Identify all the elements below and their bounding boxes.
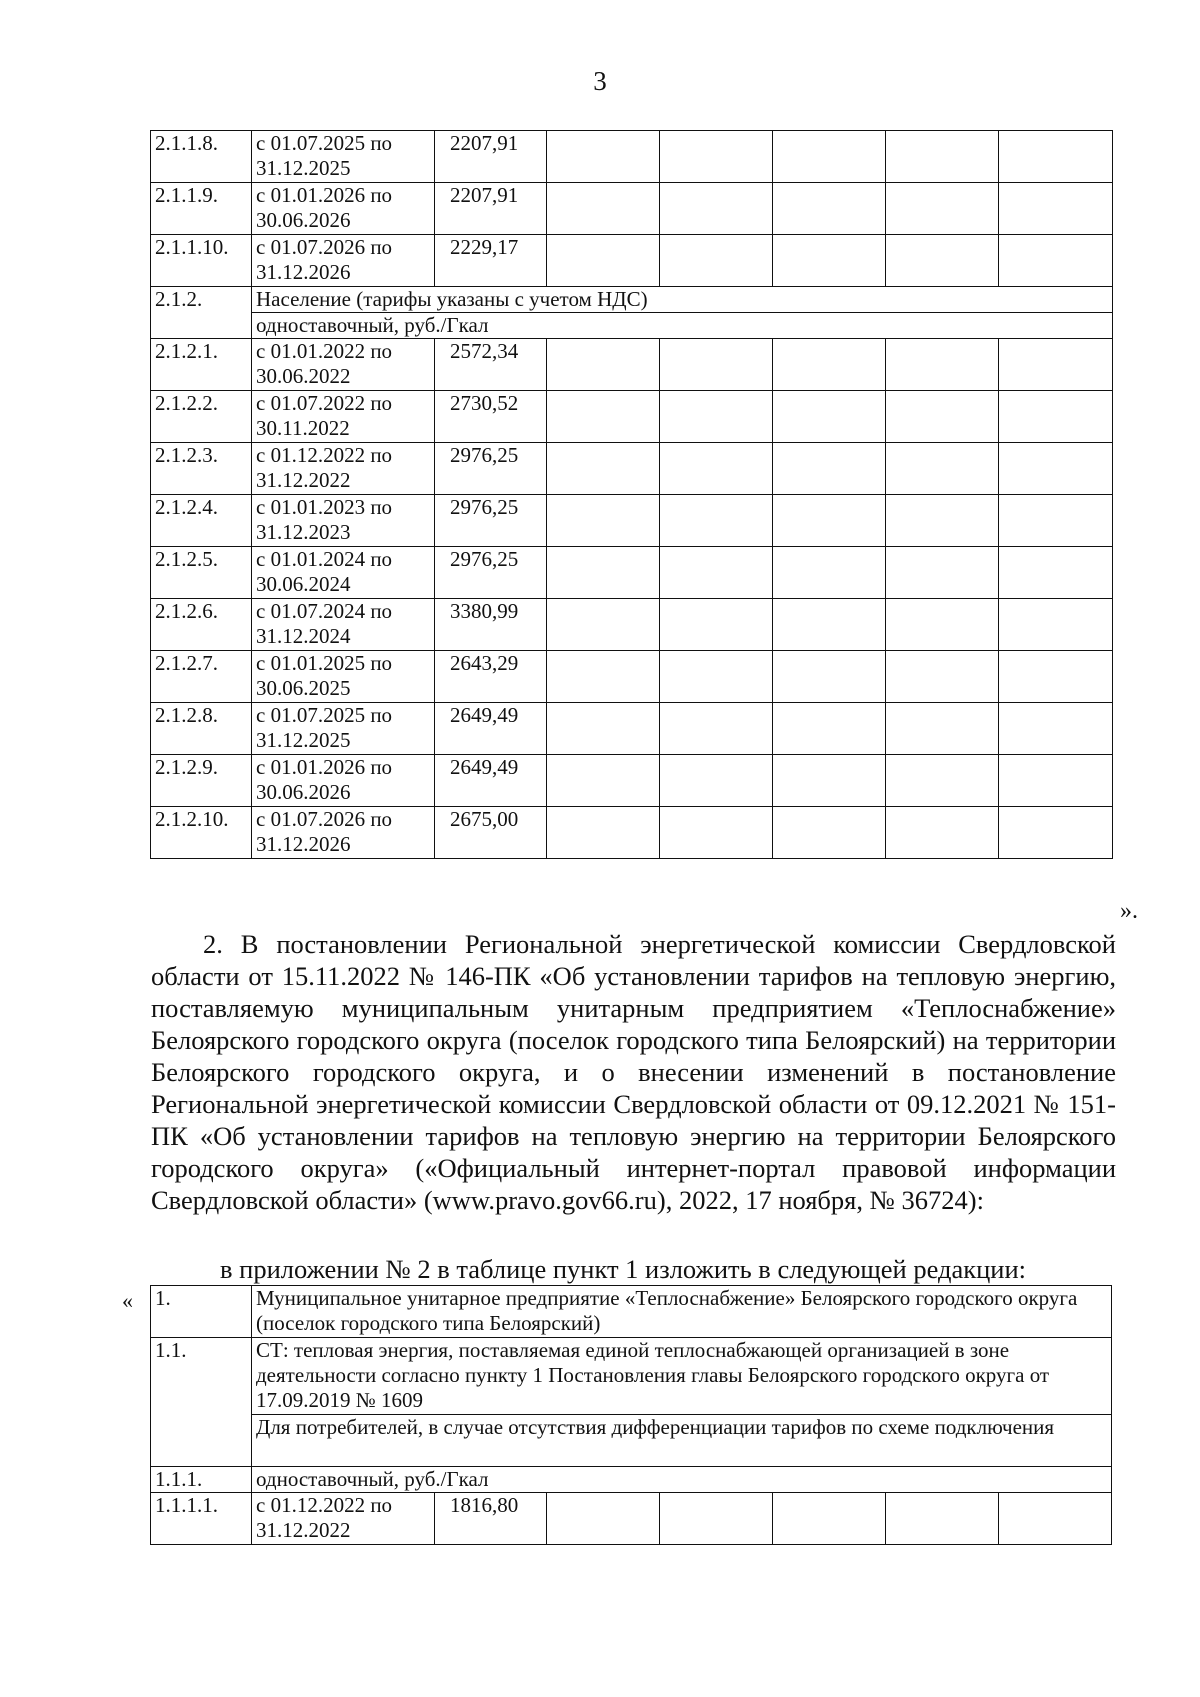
empty-cell	[773, 1493, 886, 1545]
empty-cell	[547, 183, 660, 235]
period-start: с 01.07.2024 по	[256, 599, 393, 623]
empty-cell	[999, 547, 1113, 599]
empty-cell	[773, 235, 886, 287]
empty-cell	[773, 703, 886, 755]
table-row	[151, 1467, 1112, 1493]
empty-cell	[660, 703, 773, 755]
period-cell	[252, 183, 435, 235]
tariff-value: 1816,80	[435, 1493, 547, 1545]
empty-cell	[660, 131, 773, 183]
empty-cell	[886, 755, 999, 807]
empty-cell	[547, 547, 660, 599]
empty-cell	[547, 1493, 660, 1545]
empty-cell	[999, 703, 1113, 755]
row-number: 1.1.1.1.	[151, 1493, 252, 1545]
tariff-kind: одноставочный, руб./Гкал	[252, 1467, 1112, 1493]
row-number: 2.1.2.9.	[151, 755, 252, 807]
row-number: 2.1.1.10.	[151, 235, 252, 287]
empty-cell	[547, 807, 660, 859]
table-row	[151, 443, 1113, 495]
tariff-value: 3380,99	[435, 599, 547, 651]
empty-cell	[886, 391, 999, 443]
period-end: 30.06.2022	[256, 364, 351, 388]
empty-cell	[773, 443, 886, 495]
empty-cell	[999, 599, 1113, 651]
empty-cell	[660, 547, 773, 599]
empty-cell	[886, 651, 999, 703]
row-number: 2.1.2.8.	[151, 703, 252, 755]
table-row	[151, 391, 1113, 443]
empty-cell	[660, 1493, 773, 1545]
empty-cell	[999, 443, 1113, 495]
period-cell	[252, 547, 435, 599]
table-row	[151, 599, 1113, 651]
organization-name: Муниципальное унитарное предприятие «Теплоснабжение» Белоярского городского округа (поселок городского типа Белоярский)	[252, 1286, 1112, 1338]
period-cell	[252, 339, 435, 391]
tariff-value: 2207,91	[435, 183, 547, 235]
row-number: 2.1.2.6.	[151, 599, 252, 651]
period-start: с 01.07.2022 по	[256, 391, 393, 415]
period-cell	[252, 443, 435, 495]
section-title: Население (тарифы указаны с учетом НДС)	[252, 287, 1113, 313]
empty-cell	[999, 495, 1113, 547]
period-end: 31.12.2024	[256, 624, 351, 648]
period-end: 30.06.2024	[256, 572, 351, 596]
empty-cell	[773, 183, 886, 235]
table-row	[151, 495, 1113, 547]
table-row	[151, 235, 1113, 287]
table-row	[151, 1415, 1112, 1467]
row-number: 2.1.2.3.	[151, 443, 252, 495]
empty-cell	[660, 599, 773, 651]
period-cell	[252, 755, 435, 807]
period-start: с 01.01.2023 по	[256, 495, 393, 519]
row-number: 1.1.	[151, 1338, 252, 1467]
period-cell	[252, 235, 435, 287]
table-row	[151, 807, 1113, 859]
empty-cell	[999, 807, 1113, 859]
table-row	[151, 287, 1113, 313]
empty-cell	[660, 183, 773, 235]
empty-cell	[773, 651, 886, 703]
period-cell	[252, 131, 435, 183]
empty-cell	[547, 131, 660, 183]
row-number: 2.1.2.10.	[151, 807, 252, 859]
row-number: 2.1.2.5.	[151, 547, 252, 599]
empty-cell	[773, 755, 886, 807]
empty-cell	[547, 703, 660, 755]
period-end: 31.12.2025	[256, 156, 351, 180]
table-row	[151, 547, 1113, 599]
table-row	[151, 1338, 1112, 1415]
period-cell	[252, 807, 435, 859]
table-row	[151, 339, 1113, 391]
period-end: 31.12.2022	[256, 468, 351, 492]
tariff-table	[150, 130, 1113, 859]
consumer-group: Для потребителей, в случае отсутствия дифференциации тарифов по схеме подключения	[252, 1415, 1112, 1467]
period-start: с 01.01.2024 по	[256, 547, 393, 571]
empty-cell	[773, 807, 886, 859]
tariff-value: 2976,25	[435, 443, 547, 495]
opening-quote: «	[122, 1288, 133, 1313]
empty-cell	[773, 131, 886, 183]
amendment-instruction: в приложении № 2 в таблице пункт 1 изложить в следующей редакции:	[220, 1254, 1027, 1284]
row-number: 2.1.2.7.	[151, 651, 252, 703]
period-cell	[252, 703, 435, 755]
empty-cell	[886, 131, 999, 183]
period-cell	[252, 495, 435, 547]
period-start: с 01.01.2026 по	[256, 755, 393, 779]
empty-cell	[773, 599, 886, 651]
period-end: 30.06.2026	[256, 780, 351, 804]
empty-cell	[886, 703, 999, 755]
closing-quote: ».	[1120, 898, 1138, 924]
period-end: 30.06.2025	[256, 676, 351, 700]
empty-cell	[547, 599, 660, 651]
empty-cell	[660, 495, 773, 547]
empty-cell	[773, 339, 886, 391]
tariff-kind: одноставочный, руб./Гкал	[252, 313, 1113, 339]
period-start: с 01.01.2025 по	[256, 651, 393, 675]
empty-cell	[999, 391, 1113, 443]
empty-cell	[547, 235, 660, 287]
tariff-value: 2976,25	[435, 547, 547, 599]
empty-cell	[886, 547, 999, 599]
tariff-value: 2730,52	[435, 391, 547, 443]
amendment-paragraph-text: 2. В постановлении Региональной энергетической комиссии Свердловской области от 15.11.2022 № 146-ПК «Об установлении тарифов на тепловую энергию, поставляемую муниципальным унитарным предприятием «Теплоснабжение» Белоярского городского округа (поселок городского типа Белоярский) на территории Белоярского городского округа, и о внесении изменений в постановление Региональной энергетической комиссии Свердловской области от 09.12.2021 № 151-ПК «Об установлении тарифов на тепловую энергию на территории Белоярского городского округа» («Официальный интернет-портал правовой информации Свердловской области» (www.pravo.gov66.ru), 2022, 17 ноября, № 36724):	[151, 929, 1116, 1215]
empty-cell	[999, 235, 1113, 287]
empty-cell	[547, 755, 660, 807]
period-cell	[252, 651, 435, 703]
row-number: 1.	[151, 1286, 252, 1338]
empty-cell	[773, 495, 886, 547]
empty-cell	[660, 651, 773, 703]
period-start: с 01.12.2022 по	[256, 1493, 393, 1517]
empty-cell	[886, 183, 999, 235]
period-cell	[252, 1493, 435, 1545]
empty-cell	[547, 651, 660, 703]
period-end: 31.12.2023	[256, 520, 351, 544]
empty-cell	[660, 391, 773, 443]
empty-cell	[999, 339, 1113, 391]
tariff-value: 2207,91	[435, 131, 547, 183]
empty-cell	[773, 547, 886, 599]
period-start: с 01.07.2025 по	[256, 703, 393, 727]
table-row	[151, 651, 1113, 703]
row-number: 2.1.2.	[151, 287, 252, 339]
empty-cell	[773, 391, 886, 443]
period-end: 30.11.2022	[256, 416, 350, 440]
tariff-value: 2643,29	[435, 651, 547, 703]
empty-cell	[886, 599, 999, 651]
table-row	[151, 755, 1113, 807]
tariff-value: 2649,49	[435, 703, 547, 755]
period-start: с 01.07.2026 по	[256, 235, 393, 259]
tariff-value: 2649,49	[435, 755, 547, 807]
row-number: 2.1.1.8.	[151, 131, 252, 183]
empty-cell	[999, 755, 1113, 807]
replacement-table	[150, 1285, 1112, 1545]
period-end: 31.12.2026	[256, 832, 351, 856]
empty-cell	[886, 807, 999, 859]
empty-cell	[547, 443, 660, 495]
period-start: с 01.12.2022 по	[256, 443, 393, 467]
empty-cell	[660, 755, 773, 807]
empty-cell	[660, 807, 773, 859]
empty-cell	[886, 495, 999, 547]
row-number: 2.1.2.4.	[151, 495, 252, 547]
table-row	[151, 183, 1113, 235]
period-start: с 01.07.2026 по	[256, 807, 393, 831]
empty-cell	[999, 651, 1113, 703]
table-row	[151, 703, 1113, 755]
row-number: 2.1.1.9.	[151, 183, 252, 235]
empty-cell	[999, 1493, 1112, 1545]
empty-cell	[660, 443, 773, 495]
row-number: 2.1.2.2.	[151, 391, 252, 443]
period-start: с 01.01.2022 по	[256, 339, 393, 363]
table-row	[151, 1493, 1112, 1545]
tariff-value: 2976,25	[435, 495, 547, 547]
page-number: 3	[593, 66, 607, 96]
table-row	[151, 1286, 1112, 1338]
empty-cell	[660, 339, 773, 391]
table-row	[151, 131, 1113, 183]
period-end: 30.06.2026	[256, 208, 351, 232]
period-cell	[252, 391, 435, 443]
tariff-value: 2572,34	[435, 339, 547, 391]
tariff-type-description: СТ: тепловая энергия, поставляемая единой теплоснабжающей организацией в зоне деятельности согласно пункту 1 Постановления главы Белоярского городского округа от 17.09.2019 № 1609	[252, 1338, 1112, 1415]
empty-cell	[547, 391, 660, 443]
empty-cell	[886, 443, 999, 495]
period-cell	[252, 599, 435, 651]
empty-cell	[660, 235, 773, 287]
empty-cell	[886, 1493, 999, 1545]
empty-cell	[999, 183, 1113, 235]
period-end: 31.12.2026	[256, 260, 351, 284]
empty-cell	[886, 339, 999, 391]
period-start: с 01.01.2026 по	[256, 183, 393, 207]
empty-cell	[999, 131, 1113, 183]
empty-cell	[547, 339, 660, 391]
tariff-value: 2229,17	[435, 235, 547, 287]
amendment-paragraph	[151, 928, 1116, 1216]
period-end: 31.12.2025	[256, 728, 351, 752]
row-number: 2.1.2.1.	[151, 339, 252, 391]
empty-cell	[886, 235, 999, 287]
empty-cell	[547, 495, 660, 547]
period-end: 31.12.2022	[256, 1518, 351, 1542]
table-row	[151, 313, 1113, 339]
tariff-value: 2675,00	[435, 807, 547, 859]
period-start: с 01.07.2025 по	[256, 131, 393, 155]
row-number: 1.1.1.	[151, 1467, 252, 1493]
